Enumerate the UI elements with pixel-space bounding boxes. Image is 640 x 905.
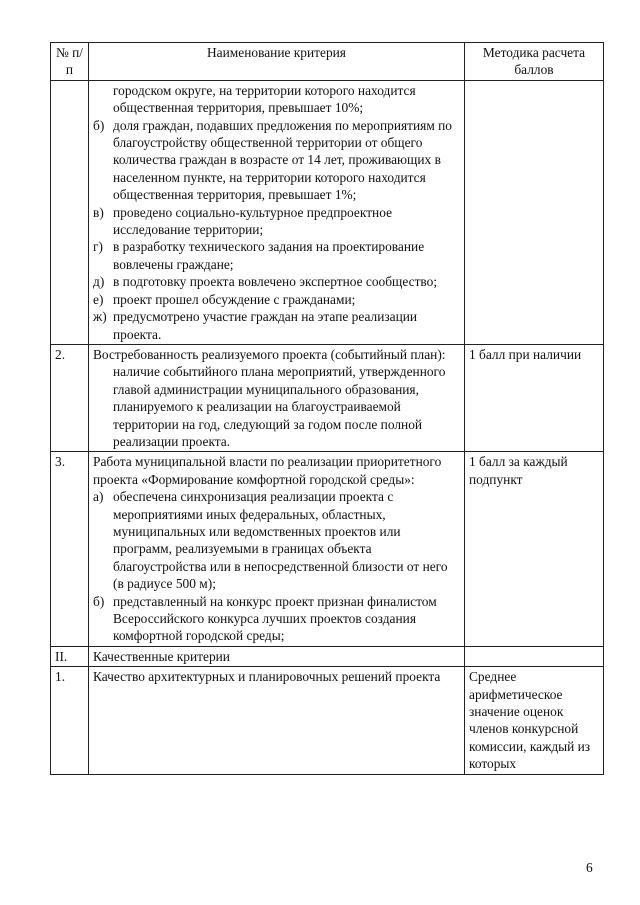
row-method bbox=[465, 646, 604, 666]
list-item bbox=[93, 291, 460, 308]
list-item bbox=[93, 308, 460, 343]
list-item bbox=[93, 238, 460, 273]
table-row bbox=[51, 80, 604, 344]
item-marker: в) bbox=[93, 204, 104, 220]
item-marker: б) bbox=[93, 593, 105, 609]
item-text: предусмотрено участие граждан на этапе реализации проекта. bbox=[113, 309, 418, 342]
row-method bbox=[465, 80, 604, 344]
header-method: Методика расчета баллов bbox=[465, 43, 604, 81]
row-method: 1 балл за каждый подпункт bbox=[465, 452, 604, 646]
continued-text: городском округе, на территории которого находится общественная территория, превышает 10%; bbox=[113, 82, 416, 116]
table-row bbox=[51, 452, 604, 646]
table-row bbox=[51, 667, 604, 774]
item-marker: ж) bbox=[93, 309, 107, 325]
table-row bbox=[51, 646, 604, 666]
row-criterion bbox=[89, 452, 465, 646]
item-text: доля граждан, подавших предложения по мероприятиям по благоустройству общественной территории от общего количества граждан в возрасте от 14 лет, проживающих в населенном пункте, на территории которого находится общественная территория, превышает 1%; bbox=[113, 117, 453, 203]
item-text: обеспечена синхронизация реализации проекта с мероприятиями иных федеральных, областных, муниципальных или ведомственных проектов или программ, реализуемыми в границах объекта благоустройства или в непосредственной близости от него (в радиусе 500 м); bbox=[113, 489, 448, 592]
item-marker: е) bbox=[93, 291, 104, 307]
item-text: проведено социально-культурное предпроектное исследование территории; bbox=[113, 204, 393, 238]
table-row bbox=[51, 344, 604, 451]
page-number: 6 bbox=[586, 860, 593, 875]
criterion-title: Работа муниципальной власти по реализации приоритетного проекта «Формирование комфортной городской среды»: bbox=[93, 454, 442, 487]
list-item bbox=[93, 273, 460, 290]
header-name: Наименование критерия bbox=[89, 43, 465, 81]
criterion-title: Востребованность реализуемого проекта (событийный план): bbox=[93, 346, 446, 362]
item-text: в подготовку проекта вовлечено экспертное сообщество; bbox=[113, 274, 438, 290]
criteria-table bbox=[50, 42, 604, 775]
row-method: Среднее арифметическое значение оценок членов конкурсной комиссии, каждый из которых bbox=[465, 667, 604, 774]
header-num: № п/п bbox=[51, 43, 89, 81]
list-item bbox=[93, 204, 460, 239]
criterion-title: Качество архитектурных и планировочных решений проекта bbox=[89, 667, 465, 774]
item-text: в разработку технического задания на проектирование вовлечены граждане; bbox=[113, 239, 425, 272]
list-item bbox=[93, 117, 460, 204]
row-num: 1. bbox=[51, 667, 89, 774]
table-header-row bbox=[51, 43, 604, 81]
list-item bbox=[93, 488, 460, 592]
row-num: 3. bbox=[51, 452, 89, 646]
criterion-text: наличие событийного плана мероприятий, утвержденного главой администрации муниципального образования, планируемого к реализации на благоустраиваемой территории на год, следующий за годом после полной реализации проекта. bbox=[113, 364, 446, 449]
item-marker: г) bbox=[93, 239, 103, 255]
row-num bbox=[51, 80, 89, 344]
row-criterion bbox=[89, 80, 465, 344]
item-text: представленный на конкурс проект признан финалистом Всероссийского конкурса лучших проектов создания комфортной городской среды; bbox=[113, 593, 437, 644]
section-title: Качественные критерии bbox=[89, 646, 465, 666]
list-item bbox=[93, 593, 460, 645]
row-method: 1 балл при наличии bbox=[465, 344, 604, 451]
item-marker: д) bbox=[93, 274, 105, 290]
item-marker: а) bbox=[93, 489, 104, 505]
item-text: проект прошел обсуждение с гражданами; bbox=[113, 291, 356, 307]
row-criterion bbox=[89, 344, 465, 451]
row-num: 2. bbox=[51, 344, 89, 451]
row-num: II. bbox=[51, 646, 89, 666]
item-marker: б) bbox=[93, 117, 105, 133]
